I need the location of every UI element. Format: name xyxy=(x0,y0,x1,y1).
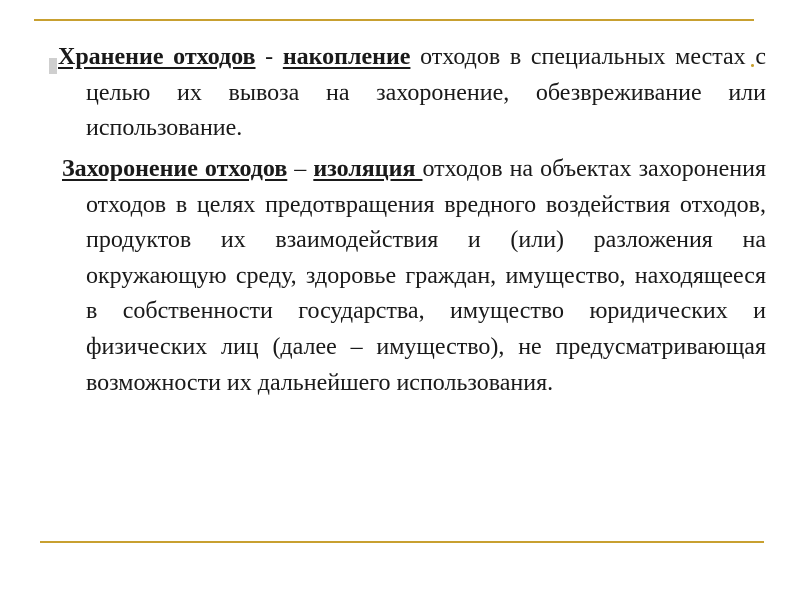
top-divider xyxy=(34,19,754,21)
bottom-divider xyxy=(40,541,764,543)
definition-text: отходов в специальных местах с целью их вывоза на захоронение, обезвреживание или использование. xyxy=(86,44,766,142)
definition-text: отходов на объектах захоронения отходов в целях предотвращения вредного воздействия отходов, продуктов их взаимодействия и (или) разложения на окружающую среду, здоровье граждан, имущество, находящееся в собственности государства, имущество юридических и физических лиц (далее – имущество), не предусматривающая возможности их дальнейшего использования. xyxy=(86,156,767,396)
term-accumulation: накопление xyxy=(282,44,411,70)
term-isolation: изоляция xyxy=(313,156,423,182)
paragraph-burial-definition xyxy=(62,152,766,401)
paragraph-storage-definition xyxy=(58,40,766,147)
bullet-marker xyxy=(49,58,57,74)
separator: - xyxy=(255,44,283,70)
term-storage: Хранение отходов xyxy=(58,44,256,70)
separator: – xyxy=(287,156,314,182)
term-burial: Захоронение отходов xyxy=(62,156,288,182)
